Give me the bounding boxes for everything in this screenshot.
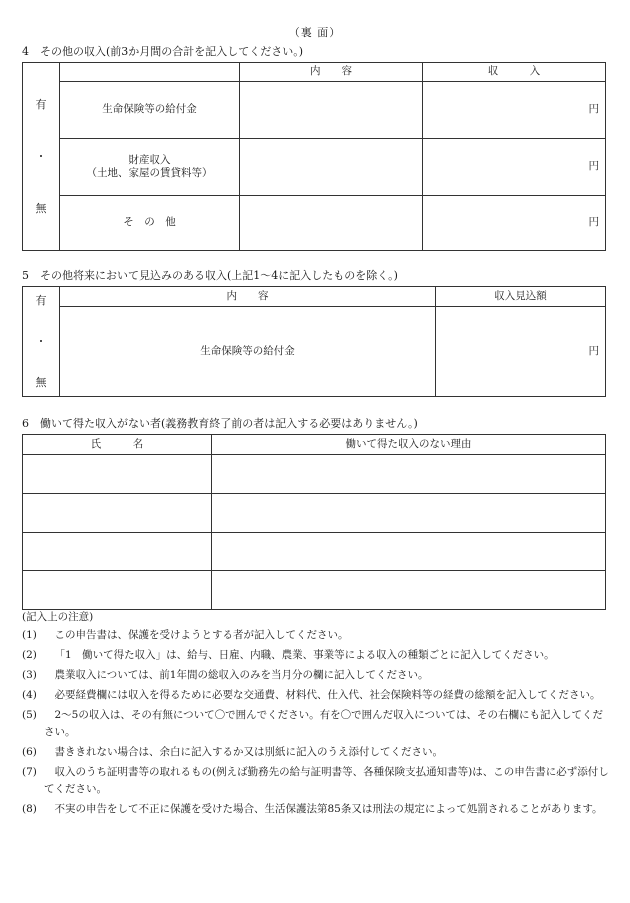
section6-row-name[interactable] xyxy=(23,571,212,610)
note-item xyxy=(22,647,612,664)
yen-unit: 円 xyxy=(588,216,599,229)
property-label-sub: （土地、家屋の賃貸料等） xyxy=(86,167,213,179)
section6-table xyxy=(22,434,606,610)
section4-table xyxy=(22,62,606,251)
note-text: この申告書は、保護を受けようとする者が記入してください。 xyxy=(54,629,349,642)
section6-row-reason[interactable] xyxy=(212,455,606,494)
section6-row-name[interactable] xyxy=(23,533,212,571)
section5-title: 5 その他将来において見込みのある収入(上記1～4に記入したものを除く。) xyxy=(22,269,398,282)
section6-title: 6 働いて得た収入がない者(義務教育終了前の者は記入する必要はありません。) xyxy=(22,417,418,430)
note-item xyxy=(22,744,612,761)
status-yes: 有 xyxy=(35,98,47,111)
section4-row-other-label: そ の 他 xyxy=(60,196,240,251)
status-no: 無 xyxy=(35,202,47,215)
section4-col-income: 収 入 xyxy=(423,63,606,82)
section6-row-reason[interactable] xyxy=(212,494,606,533)
section5-row-amount[interactable] xyxy=(436,307,606,397)
note-item xyxy=(22,627,612,644)
section4-header-blank xyxy=(60,63,240,82)
section4-row-other-amount[interactable] xyxy=(423,196,606,251)
section5-col-content: 内 容 xyxy=(60,287,436,307)
section6-row-name[interactable] xyxy=(23,455,212,494)
note-number: (2) xyxy=(22,649,37,662)
note-text: 農業収入については、前1年間の総収入のみを当月分の欄に記入してください。 xyxy=(54,669,429,682)
note-number: (4) xyxy=(22,689,37,702)
section5-col-expected: 収入見込額 xyxy=(436,287,606,307)
note-text: 収入のうち証明書等の取れるもの(例えば勤務先の給与証明書等、各種保険支払通知書等)は、この申告書に必ず添付してください。 xyxy=(44,766,609,796)
section4-row-other-content[interactable] xyxy=(240,196,423,251)
note-text: 2～5の収入は、その有無について〇で囲んでください。有を〇で囲んだ収入については、その右欄にも記入してください。 xyxy=(44,709,603,739)
section4-col-content: 内 容 xyxy=(240,63,423,82)
note-item xyxy=(22,764,612,798)
section4-title: 4 その他の収入(前3か月間の合計を記入してください。) xyxy=(22,45,304,58)
section5-status[interactable] xyxy=(23,287,60,397)
note-item xyxy=(22,687,612,704)
section4-row-property-content[interactable] xyxy=(240,139,423,196)
property-label: 財産収入 xyxy=(128,153,171,166)
note-number: (1) xyxy=(22,629,37,642)
status-yes: 有 xyxy=(35,294,47,307)
section4-status[interactable] xyxy=(23,63,60,251)
yen-unit: 円 xyxy=(588,103,599,116)
note-number: (3) xyxy=(22,669,37,682)
note-item xyxy=(22,667,612,684)
section6-col-reason: 働いて得た収入のない理由 xyxy=(212,435,606,455)
status-dot: ・ xyxy=(35,335,47,348)
section5-row-label: 生命保険等の給付金 xyxy=(60,307,436,397)
notes xyxy=(22,611,612,821)
section4-row-life-insurance-amount[interactable] xyxy=(423,82,606,139)
note-text: 書ききれない場合は、余白に記入するか又は別紙に記入のうえ添付してください。 xyxy=(54,746,443,759)
note-number: (7) xyxy=(22,766,37,779)
note-text: 不実の申告をして不正に保護を受けた場合、生活保護法第85条又は刑法の規定によって処罰されることがあります。 xyxy=(54,803,603,816)
note-text: 「1 働いて得た収入」は、給与、日雇、内職、農業、事業等による収入の種類ごとに記入してください。 xyxy=(54,649,555,662)
note-number: (8) xyxy=(22,803,37,816)
note-text: 必要経費欄には収入を得るために必要な交通費、材料代、仕入代、社会保険料等の経費の総額を記入してください。 xyxy=(54,689,601,702)
section5-table xyxy=(22,286,606,397)
section6-row-reason[interactable] xyxy=(212,571,606,610)
section4-row-property-label xyxy=(60,139,240,196)
page-header: （裏 面） xyxy=(288,26,342,39)
note-number: (6) xyxy=(22,746,37,759)
status-no: 無 xyxy=(35,376,47,389)
section6-row-name[interactable] xyxy=(23,494,212,533)
section6-col-name: 氏 名 xyxy=(23,435,212,455)
yen-unit: 円 xyxy=(588,160,599,173)
section4-row-property-amount[interactable] xyxy=(423,139,606,196)
yen-unit: 円 xyxy=(588,345,599,358)
note-item xyxy=(22,707,612,741)
section4-row-life-insurance-label: 生命保険等の給付金 xyxy=(60,82,240,139)
note-number: (5) xyxy=(22,709,37,722)
notes-title: (記入上の注意) xyxy=(22,611,94,623)
section4-row-life-insurance-content[interactable] xyxy=(240,82,423,139)
status-dot: ・ xyxy=(35,150,47,163)
note-item xyxy=(22,801,612,818)
section6-row-reason[interactable] xyxy=(212,533,606,571)
